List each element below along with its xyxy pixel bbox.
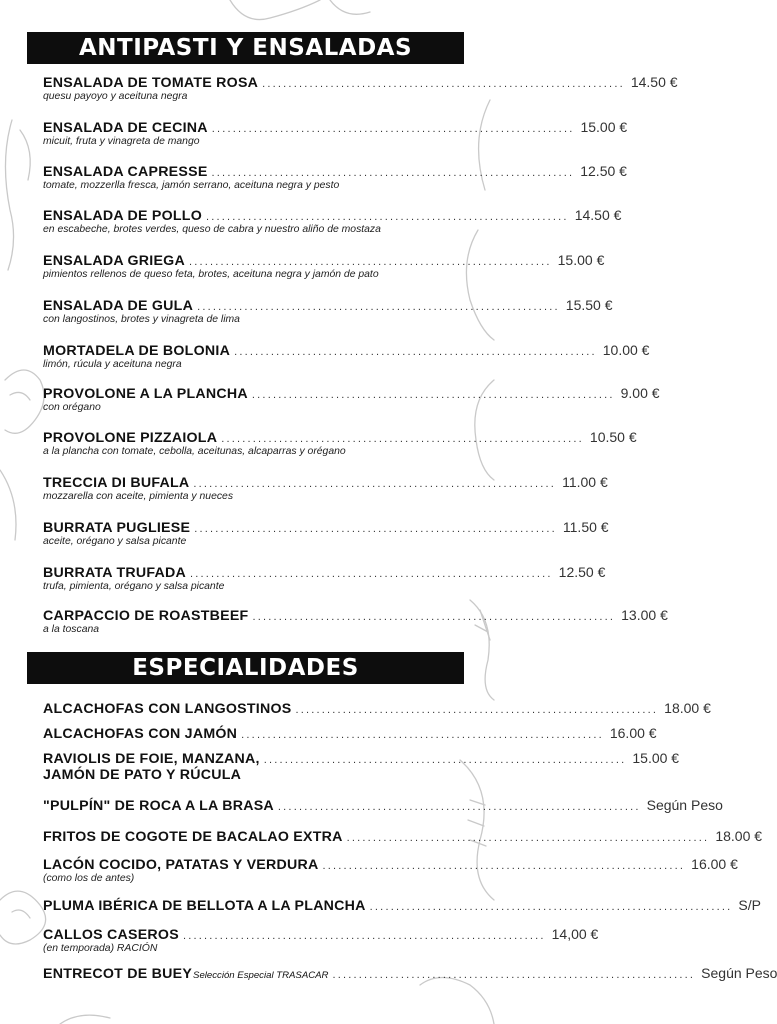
menu-item bbox=[43, 797, 723, 814]
item-name: ENSALADA DE GULA bbox=[43, 298, 194, 314]
item-price: 10.50 € bbox=[589, 429, 637, 445]
menu-item bbox=[43, 856, 738, 884]
item-description: limón, rúcula y aceituna negra bbox=[43, 359, 182, 370]
item-name: LACÓN COCIDO, PATATAS Y VERDURA bbox=[43, 857, 319, 873]
dot-leader: ..................................................................... bbox=[206, 211, 569, 223]
item-price: Según Peso bbox=[646, 797, 723, 813]
dot-leader: ..................................................................... bbox=[197, 301, 560, 313]
item-description: con langostinos, brotes y vinagreta de lima bbox=[43, 314, 240, 325]
item-price: 15.00 € bbox=[580, 119, 628, 135]
item-price: 18.00 € bbox=[715, 828, 763, 844]
item-price: 14.50 € bbox=[574, 207, 622, 223]
item-description: (en temporada) RACIÓN bbox=[43, 943, 158, 954]
item-name: PROVOLONE A LA PLANCHA bbox=[43, 386, 248, 402]
dot-leader: ..................................................................... bbox=[332, 969, 696, 981]
item-name: "PULPÍN" DE ROCA A LA BRASA bbox=[43, 798, 274, 814]
menu-item bbox=[43, 926, 599, 954]
item-price: 14,00 € bbox=[551, 926, 599, 942]
section-title-antipasti: ANTIPASTI Y ENSALADAS bbox=[27, 32, 464, 64]
item-price: 11.50 € bbox=[562, 519, 609, 535]
item-name: ENSALADA CAPRESSE bbox=[43, 164, 208, 180]
dot-leader: ..................................................................... bbox=[295, 704, 659, 716]
dot-leader: ..................................................................... bbox=[263, 754, 627, 766]
item-price: 11.00 € bbox=[562, 474, 608, 490]
item-description: quesu payoyo y aceituna negra bbox=[43, 91, 188, 102]
menu-item bbox=[43, 700, 711, 717]
item-name: ENSALADA DE POLLO bbox=[43, 208, 203, 224]
item-price: 18.00 € bbox=[664, 700, 711, 716]
menu-item bbox=[43, 342, 650, 370]
item-name: TRECCIA DI BUFALA bbox=[43, 475, 190, 491]
item-price: 12.50 € bbox=[580, 163, 627, 179]
item-description: mozzarella con aceite, pimienta y nueces bbox=[43, 491, 234, 502]
dot-leader: ..................................................................... bbox=[234, 346, 597, 358]
item-description: micuit, fruta y vinagreta de mango bbox=[43, 136, 200, 147]
item-price: 16.00 € bbox=[691, 856, 738, 872]
item-description: tomate, mozzerlla fresca, jamón serrano, aceituna negra y pesto bbox=[43, 180, 340, 191]
dot-leader: ..................................................................... bbox=[194, 523, 557, 535]
menu-item bbox=[43, 74, 678, 102]
dot-leader: ..................................................................... bbox=[369, 901, 733, 913]
item-name: ALCACHOFAS CON LANGOSTINOS bbox=[43, 701, 292, 717]
menu-item bbox=[43, 163, 627, 191]
dot-leader: ..................................................................... bbox=[262, 78, 625, 90]
item-price: 15.00 € bbox=[557, 252, 605, 268]
item-note: Selección Especial TRASACAR bbox=[193, 970, 329, 981]
menu-item bbox=[43, 207, 622, 235]
dot-leader: ..................................................................... bbox=[193, 478, 557, 490]
item-name: ALCACHOFAS CON JAMÓN bbox=[43, 726, 238, 742]
item-price: 9.00 € bbox=[620, 385, 660, 401]
item-description: con orégano bbox=[43, 402, 101, 413]
item-price: 14.50 € bbox=[630, 74, 678, 90]
dot-leader: ..................................................................... bbox=[188, 256, 552, 268]
item-name: BURRATA PUGLIESE bbox=[43, 520, 191, 536]
dot-leader: ..................................................................... bbox=[346, 832, 710, 844]
dot-leader: ..................................................................... bbox=[211, 167, 575, 179]
menu-item bbox=[43, 564, 606, 592]
menu-item bbox=[43, 897, 761, 914]
item-price: 12.50 € bbox=[558, 564, 606, 580]
menu-item bbox=[43, 385, 660, 413]
item-price: Según Peso bbox=[701, 965, 777, 981]
menu-item bbox=[43, 119, 628, 147]
item-price: 15.50 € bbox=[565, 297, 613, 313]
menu-item bbox=[43, 607, 668, 635]
item-name: PLUMA IBÉRICA DE BELLOTA A LA PLANCHA bbox=[43, 898, 366, 914]
menu-item bbox=[43, 725, 657, 742]
menu-item bbox=[43, 519, 609, 547]
dot-leader: ..................................................................... bbox=[322, 860, 686, 872]
item-description: (como los de antes) bbox=[43, 873, 135, 884]
item-description: en escabeche, brotes verdes, queso de cabra y nuestro aliño de mostaza bbox=[43, 224, 381, 235]
item-name: ENSALADA GRIEGA bbox=[43, 253, 185, 269]
item-name: ENTRECOT DE BUEY bbox=[43, 966, 193, 982]
dot-leader: ..................................................................... bbox=[277, 801, 641, 813]
item-name: MORTADELA DE BOLONIA bbox=[43, 343, 231, 359]
item-description: aceite, orégano y salsa picante bbox=[43, 536, 187, 547]
item-name: ENSALADA DE TOMATE ROSA bbox=[43, 75, 259, 91]
item-price: S/P bbox=[738, 897, 761, 913]
section-title-especialidades: ESPECIALIDADES bbox=[27, 652, 464, 684]
item-name: FRITOS DE COGOTE DE BACALAO EXTRA bbox=[43, 829, 343, 845]
menu-item bbox=[43, 750, 680, 783]
item-name: PROVOLONE PIZZAIOLA bbox=[43, 430, 218, 446]
dot-leader: ..................................................................... bbox=[251, 389, 615, 401]
menu-item bbox=[43, 474, 608, 502]
dot-leader: ..................................................................... bbox=[189, 568, 553, 580]
item-name: RAVIOLIS DE FOIE, MANZANA, bbox=[43, 751, 260, 767]
item-description: a la plancha con tomate, cebolla, aceitunas, alcaparras y orégano bbox=[43, 446, 346, 457]
item-description: a la toscana bbox=[43, 624, 100, 635]
menu-item bbox=[43, 297, 613, 325]
item-name: CARPACCIO DE ROASTBEEF bbox=[43, 608, 249, 624]
item-name: ENSALADA DE CECINA bbox=[43, 120, 208, 136]
item-price: 13.00 € bbox=[621, 607, 668, 623]
item-price: 16.00 € bbox=[609, 725, 657, 741]
item-name: BURRATA TRUFADA bbox=[43, 565, 186, 581]
dot-leader: ..................................................................... bbox=[241, 729, 604, 741]
dot-leader: ..................................................................... bbox=[182, 930, 546, 942]
item-description: trufa, pimienta, orégano y salsa picante bbox=[43, 581, 225, 592]
dot-leader: ..................................................................... bbox=[211, 123, 575, 135]
dot-leader: ..................................................................... bbox=[221, 433, 584, 445]
item-description: pimientos rellenos de queso feta, brotes, aceituna negra y jamón de pato bbox=[43, 269, 379, 280]
menu-item bbox=[43, 429, 637, 457]
menu-item bbox=[43, 828, 763, 845]
item-name: CALLOS CASEROS bbox=[43, 927, 179, 943]
item-name-line-2: JAMÓN DE PATO Y RÚCULA bbox=[43, 767, 242, 783]
item-price: 10.00 € bbox=[602, 342, 650, 358]
item-price: 15.00 € bbox=[632, 750, 680, 766]
dot-leader: ..................................................................... bbox=[252, 611, 616, 623]
menu-item bbox=[43, 252, 605, 280]
menu-item bbox=[43, 965, 777, 982]
